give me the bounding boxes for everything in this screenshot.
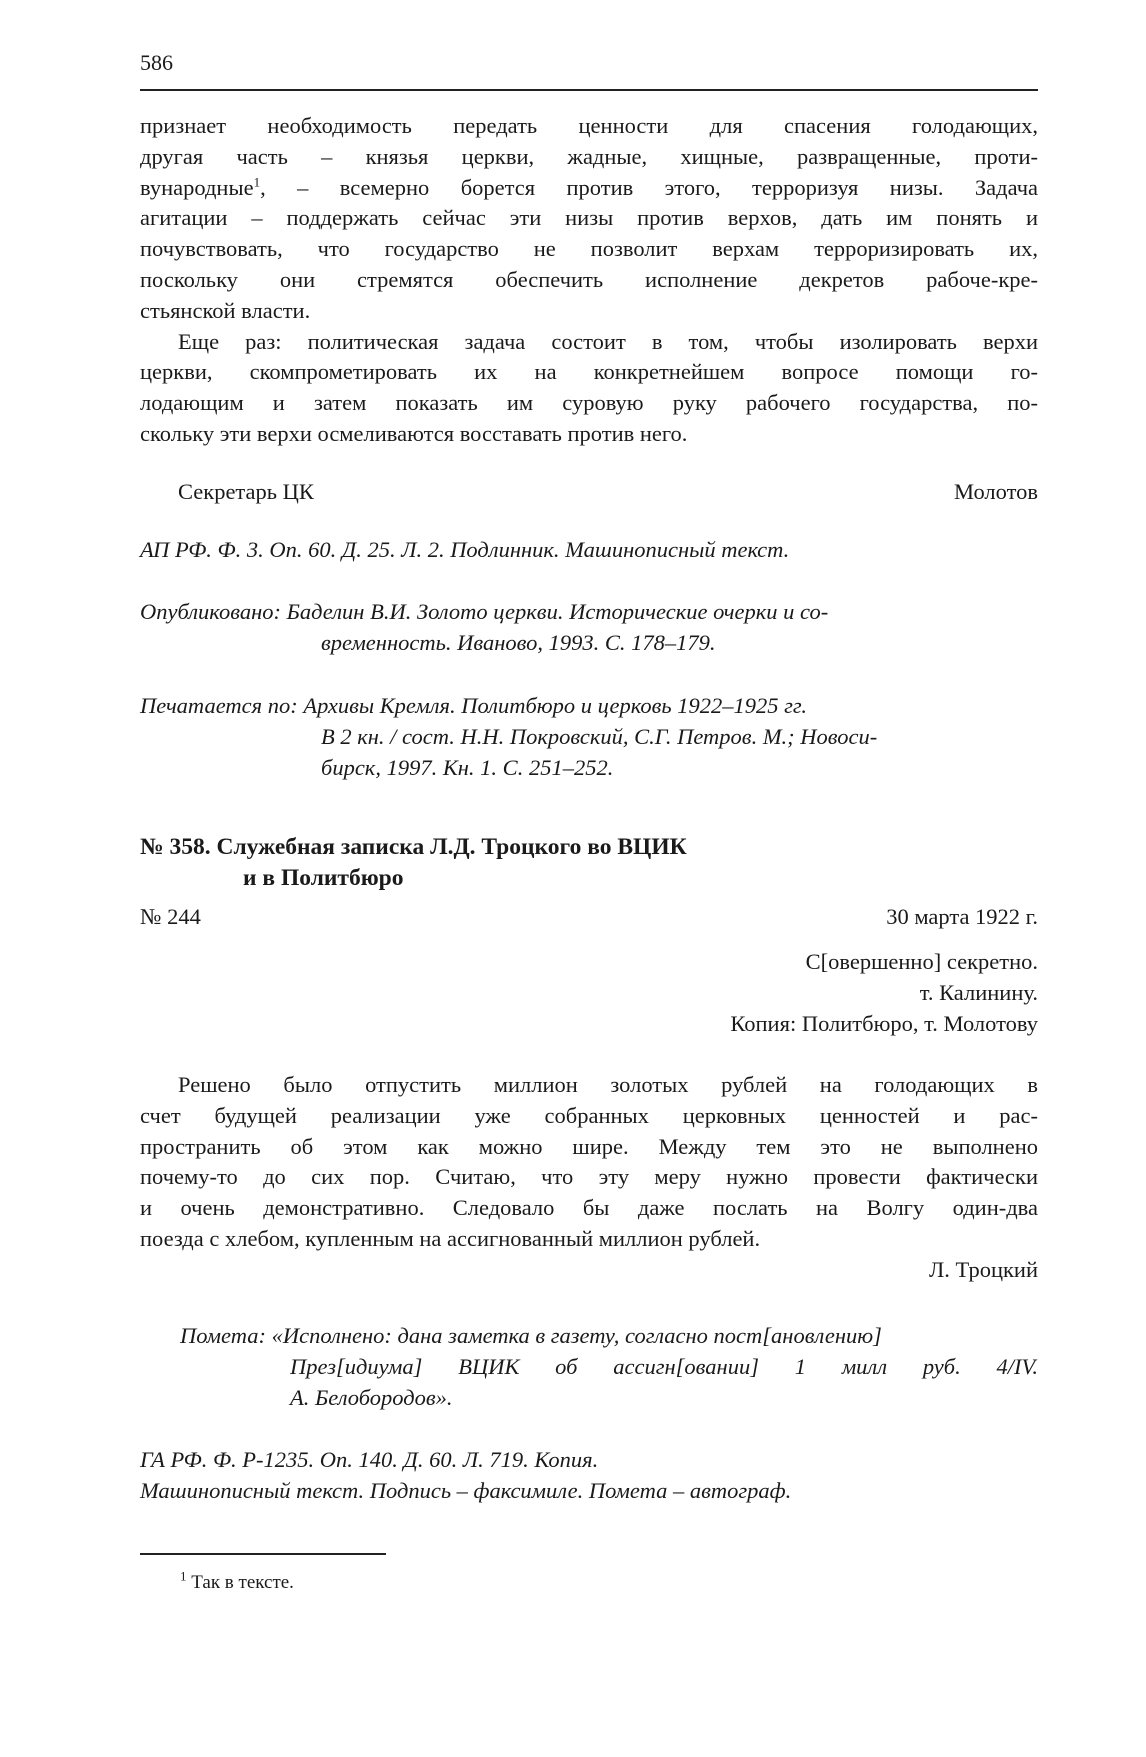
text-line: Машинописный текст. Подпись – факсимиле. Помета – автограф.	[140, 1477, 792, 1503]
document-number: № 358.	[140, 834, 211, 860]
heading-line: Служебная записка Л.Д. Троцкого во ВЦИК	[216, 834, 687, 860]
signer-position: Секретарь ЦК	[178, 479, 314, 504]
text-span: вународные	[140, 174, 254, 200]
signer-name: Молотов	[954, 479, 1038, 504]
text-line: ГА РФ. Ф. Р-1235. Оп. 140. Д. 60. Л. 719. Копия.	[140, 1447, 599, 1472]
text-line: стьянской власти.	[140, 297, 311, 323]
archive-reference-2	[140, 1445, 1038, 1507]
copy-to: Копия: Политбюро, т. Молотову	[730, 1010, 1038, 1036]
addressees	[140, 947, 1038, 1039]
footnote-mark: 1	[180, 1568, 187, 1584]
printed-label: Печатается по:	[140, 693, 298, 718]
paragraph-1	[140, 111, 1038, 450]
footnote-rule	[140, 1553, 386, 1555]
text-line: В 2 кн. / сост. Н.Н. Покровский, С.Г. Петров. М.; Новоси-	[321, 723, 878, 749]
paragraph-3	[140, 1070, 1038, 1286]
text-line: скольку эти верхи осмеливаются восставать против него.	[140, 420, 688, 446]
text-line: церкви, скомпрометировать их на конкретнейшем вопросе помощи го-	[140, 359, 1038, 385]
published-label: Опубликовано:	[140, 599, 281, 624]
header-rule	[140, 89, 1038, 91]
text-line: агитации – поддержать сейчас эти низы против верхов, дать им понять и	[140, 205, 1038, 231]
signature-trotsky: Л. Троцкий	[929, 1256, 1038, 1282]
text-line: поезда с хлебом, купленным на ассигнованный миллион рублей.	[140, 1225, 761, 1251]
text-line: почему-то до сих пор. Считаю, что эту меру нужно провести фактически	[140, 1164, 1038, 1190]
footnote-ref: 1	[253, 174, 261, 190]
text-line: А. Белобородов».	[290, 1384, 453, 1410]
doc-meta	[140, 902, 1038, 933]
text-line: «Исполнено: дана заметка в газету, согласно пост[ановлению]	[271, 1323, 882, 1348]
printed-from-reference	[140, 691, 1038, 783]
text-line: пространить об этом как можно шире. Между тем это не выполнено	[140, 1133, 1038, 1159]
outgoing-number: № 244	[140, 904, 201, 929]
heading-line: и в Политбюро	[243, 864, 404, 891]
text-line: Баделин В.И. Золото церкви. Исторические очерки и со-	[286, 599, 829, 624]
published-reference	[140, 597, 1038, 659]
text-line: лодающим и затем показать им суровую руку рабочего государства, по-	[140, 390, 1038, 416]
footnote-text: Так в тексте.	[191, 1572, 294, 1593]
text-line	[140, 173, 1038, 204]
page-number: 586	[140, 50, 173, 75]
document-heading	[140, 832, 1038, 894]
classification: С[овершенно] секретно.	[805, 949, 1038, 974]
text-line: почувствовать, что государство не позволит верхам терроризировать их,	[140, 236, 1038, 262]
annotation-note	[140, 1321, 1038, 1413]
note-label: Помета:	[180, 1323, 266, 1348]
footnote	[180, 1568, 294, 1594]
text-line: и очень демонстративно. Следовало бы даже послать на Волгу один-два	[140, 1195, 1038, 1221]
text-line: бирск, 1997. Кн. 1. С. 251–252.	[321, 754, 614, 780]
addressee: т. Калинину.	[919, 979, 1038, 1005]
text-line: счет будущей реализации уже собранных церковных ценностей и рас-	[140, 1102, 1038, 1128]
text-line: временность. Иваново, 1993. С. 178–179.	[321, 629, 716, 655]
text-line: Решено было отпустить миллион золотых рублей на голодающих в	[178, 1072, 1038, 1097]
text-line: През[идиума] ВЦИК об ассигн[овании] 1 милл руб. 4/IV.	[290, 1353, 1038, 1379]
text-line: другая часть – князья церкви, жадные, хищные, развращенные, проти-	[140, 143, 1038, 169]
text-line: поскольку они стремятся обеспечить исполнение декретов рабоче-кре-	[140, 266, 1038, 292]
document-date: 30 марта 1922 г.	[886, 904, 1038, 929]
text-line: признает необходимость передать ценности для спасения голодающих,	[140, 113, 1038, 138]
text-span: , – всемерно борется против этого, терроризуя низы. Задача	[260, 174, 1038, 200]
archive-reference-1: АП РФ. Ф. 3. Оп. 60. Д. 25. Л. 2. Подлинник. Машинописный текст.	[140, 537, 790, 562]
signature-molotov	[140, 477, 1038, 508]
text-line: Архивы Кремля. Политбюро и церковь 1922–1925 гг.	[303, 693, 808, 718]
text-line: Еще раз: политическая задача состоит в том, чтобы изолировать верхи	[178, 328, 1038, 354]
